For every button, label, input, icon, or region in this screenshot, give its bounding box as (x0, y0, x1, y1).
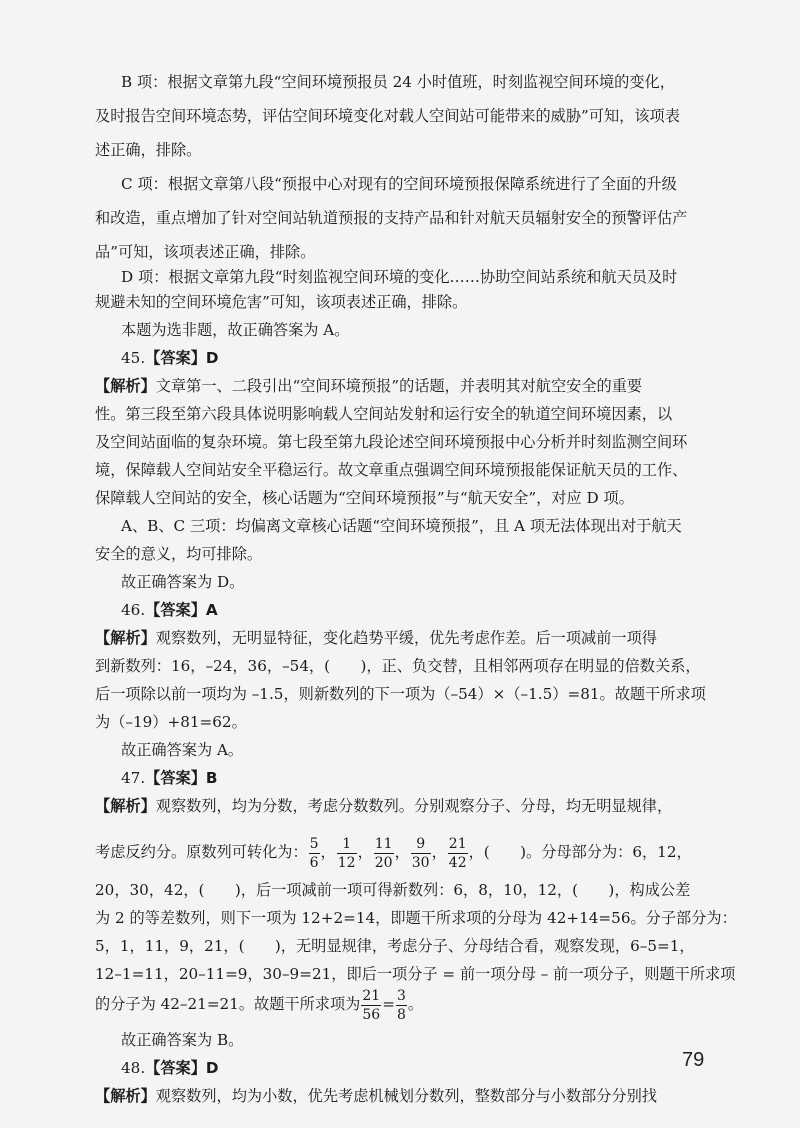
analysis-47-line-1 (95, 796, 672, 816)
question-number: 47. (121, 769, 146, 787)
answer-45 (121, 348, 219, 368)
fraction-3-8: $\frac{3}{8}$ (396, 987, 406, 1023)
analysis-45-line-6: A、B、C 三项：均偏离文章核心话题“空间环境预报”，且 A 项无法体现出对于航天 (121, 517, 682, 535)
fraction-5-6: $\frac{5}{6}$ (309, 835, 319, 871)
fraction-21-42: $\frac{21}{42}$ (448, 835, 467, 871)
text-suffix: ，( )。分母部分为：6，12， (468, 843, 692, 861)
conclusion-44: 本题为选非题，故正确答案为 A。 (121, 321, 350, 339)
fraction-21-56: $\frac{21}{56}$ (362, 987, 381, 1023)
paragraph-c-line-3: 品”可知，该项表述正确，排除。 (95, 243, 316, 261)
conclusion-47: 故正确答案为 B。 (121, 1031, 244, 1049)
analysis-47-fraction-line (95, 832, 692, 872)
page-number: 79 (682, 1049, 705, 1071)
answer-label: 【答案】B (145, 769, 218, 787)
answer-48 (121, 1058, 219, 1078)
equals-sign: = (382, 995, 395, 1013)
analysis-47-result-line (95, 984, 423, 1024)
analysis-47-line-3: 20，30，42，( )，后一项减前一项可得新数列：6，8，10，12，( )，构成公差 (95, 881, 691, 899)
text-prefix: 的分子为 42–21=21。故题干所求项为 (95, 995, 361, 1013)
fraction-1-12: $\frac{1}{12}$ (337, 835, 356, 871)
analysis-46-line-1 (95, 628, 657, 648)
paragraph-c-line-2: 和改造，重点增加了针对空间站轨道预报的支持产品和针对航天员辐射安全的预警评估产 (95, 209, 688, 227)
analysis-45-line-7: 安全的意义，均可排除。 (95, 545, 263, 563)
analysis-47-line-5: 5，1，11，9，21，( )，无明显规律，考虑分子、分母结合看，观察发现，6–5=1， (95, 937, 695, 955)
conclusion-46: 故正确答案为 A。 (121, 741, 244, 759)
analysis-45-line-5: 保障载人空间站的安全，核心话题为“空间环境预报”与“航天安全”，对应 D 项。 (95, 489, 634, 507)
separator: ， (394, 843, 410, 861)
answer-label: 【答案】A (145, 601, 218, 619)
text-prefix: 考虑反约分。原数列可转化为： (95, 843, 308, 861)
analysis-47-line-4: 为 2 的等差数列，则下一项为 12+2=14，即题干所求项的分母为 42+14=56。分子部分为： (95, 909, 737, 927)
fraction-11-20: $\frac{11}{20}$ (374, 835, 393, 871)
analysis-45-line-2: 性。第三段至第六段具体说明影响载人空间站发射和运行安全的轨道空间环境因素，以 (95, 405, 673, 423)
paragraph-b-line-3: 述正确，排除。 (95, 141, 202, 159)
separator: ， (320, 843, 336, 861)
analysis-text: 观察数列，无明显特征，变化趋势平缓，优先考虑作差。后一项减前一项得 (155, 629, 657, 647)
analysis-label: 【解析】 (95, 377, 156, 395)
fraction-9-30: $\frac{9}{30}$ (411, 835, 430, 871)
paragraph-c-line-1: C 项：根据文章第八段“预报中心对现有的空间环境预报保障系统进行了全面的升级 (121, 175, 677, 193)
analysis-label: 【解析】 (95, 629, 156, 647)
analysis-text: 观察数列，均为小数，优先考虑机械划分数列，整数部分与小数部分分别找 (155, 1087, 657, 1105)
question-number: 45. (121, 349, 146, 367)
paragraph-b-line-2: 及时报告空间环境态势，评估空间环境变化对载人空间站可能带来的威胁”可知，该项表 (95, 107, 680, 125)
analysis-label: 【解析】 (95, 797, 156, 815)
paragraph-b-line-1: B 项：根据文章第九段“空间环境预报员 24 小时值班，时刻监视空间环境的变化， (121, 73, 675, 91)
separator: ， (357, 843, 373, 861)
answer-46 (121, 600, 218, 620)
question-number: 48. (121, 1059, 146, 1077)
conclusion-45: 故正确答案为 D。 (121, 573, 245, 591)
answer-47 (121, 768, 217, 788)
answer-label: 【答案】D (145, 349, 219, 367)
analysis-text: 文章第一、二段引出“空间环境预报”的话题，并表明其对航空安全的重要 (155, 377, 643, 395)
analysis-45-line-4: 境，保障载人空间站安全平稳运行。故文章重点强调空间环境预报能保证航天员的工作、 (95, 461, 688, 479)
analysis-label: 【解析】 (95, 1087, 156, 1105)
separator: ， (431, 843, 447, 861)
text-suffix: 。 (407, 995, 424, 1013)
analysis-45-line-3: 及空间站面临的复杂环境。第七段至第九段论述空间环境预报中心分析并时刻监测空间环 (95, 433, 688, 451)
paragraph-d-line-1: D 项：根据文章第九段“时刻监视空间环境的变化……协助空间站系统和航天员及时 (121, 268, 678, 286)
analysis-46-line-2: 到新数列：16，–24，36，–54，( )，正、负交替，且相邻两项存在明显的倍数关系， (95, 657, 701, 675)
paragraph-d-line-2: 规避未知的空间环境危害”可知，该项表述正确，排除。 (95, 293, 468, 311)
analysis-48-line-1 (95, 1086, 657, 1106)
analysis-46-line-4: 为（–19）+81=62。 (95, 713, 247, 731)
analysis-46-line-3: 后一项除以前一项均为 –1.5，则新数列的下一项为（–54）×（–1.5）=81。故题干所求项 (95, 685, 706, 703)
analysis-45-line-1 (95, 376, 642, 396)
answer-label: 【答案】D (145, 1059, 219, 1077)
question-number: 46. (121, 601, 146, 619)
analysis-text: 观察数列，均为分数，考虑分数数列。分别观察分子、分母，均无明显规律， (155, 797, 673, 815)
analysis-47-line-6: 12–1=11，20–11=9，30–9=21，即后一项分子 = 前一项分母 – 前一项分子，则题干所求项 (95, 965, 736, 983)
